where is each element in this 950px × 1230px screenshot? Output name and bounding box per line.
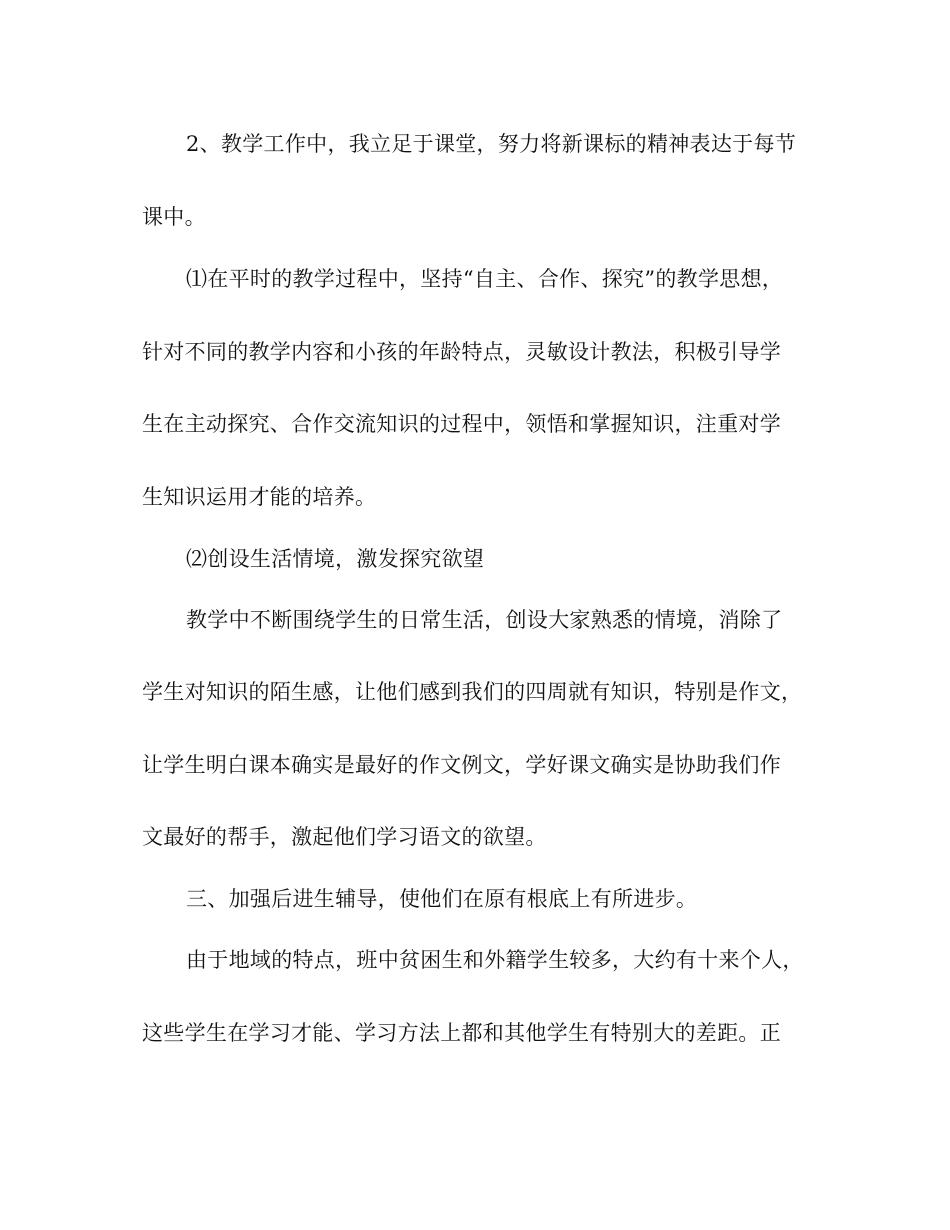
paragraph-line: 三、加强后进生辅导，使他们在原有根底上有所进步。 xyxy=(186,887,698,911)
paragraph-line: ⑵创设生活情境，激发探究欲望 xyxy=(186,547,485,571)
paragraph-line: 让学生明白课本确实是最好的作文例文，学好课文确实是协助我们作 xyxy=(142,753,781,777)
paragraph-line: 针对不同的教学内容和小孩的年龄特点，灵敏设计教法，积极引导学 xyxy=(142,340,781,364)
paragraph-line: 课中。 xyxy=(142,205,206,229)
paragraph-line: 生知识运用才能的培养。 xyxy=(142,485,377,509)
paragraph-line: ⑴在平时的教学过程中，坚持“自主、合作、探究”的教学思想， xyxy=(186,267,784,291)
paragraph-line: 学生对知识的陌生感，让他们感到我们的四周就有知识，特别是作文， xyxy=(142,680,803,704)
paragraph-line: 2、教学工作中，我立足于课堂，努力将新课标的精神表达于每节 xyxy=(186,132,797,156)
paragraph-line: 这些学生在学习才能、学习方法上都和其他学生有特别大的差距。正 xyxy=(142,1021,781,1045)
paragraph-line: 教学中不断围绕学生的日常生活，创设大家熟悉的情境，消除了 xyxy=(186,608,783,632)
paragraph-line: 文最好的帮手，激起他们学习语文的欲望。 xyxy=(142,825,547,849)
paragraph-line: 生在主动探究、合作交流知识的过程中，领悟和掌握知识，注重对学 xyxy=(142,412,781,436)
paragraph-line: 由于地域的特点，班中贫困生和外籍学生较多，大约有十来个人， xyxy=(186,948,804,972)
